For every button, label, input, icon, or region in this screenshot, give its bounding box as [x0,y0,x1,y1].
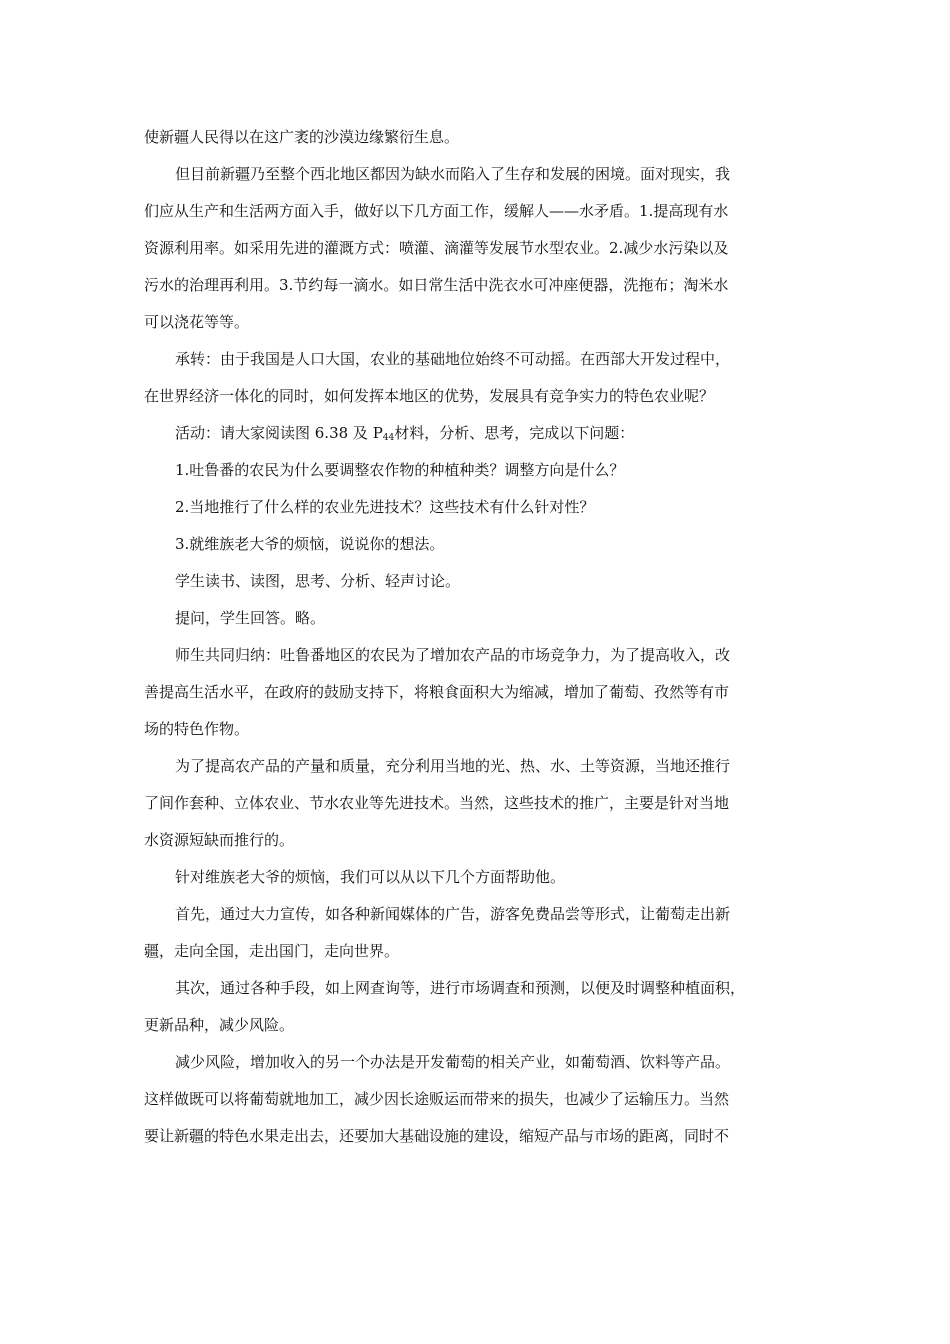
text-line: 场的特色作物。 [144,720,250,738]
text-line: 善提高生活水平，在政府的鼓励支持下，将粮食面积大为缩减，增加了葡萄、孜然等有市 [144,683,730,701]
text-line: 了间作套种、立体农业、节水农业等先进技术。当然，这些技术的推广，主要是针对当地 [144,794,730,812]
paragraph-start-line: 承转：由于我国是人口大国，农业的基础地位始终不可动摇。在西部大开发过程中， [175,350,731,368]
activity-text-after: 材料，分析、思考，完成以下问题： [394,424,635,442]
page-subscript: 44 [382,433,395,443]
paragraph-start-line: 首先，通过大力宣传，如各种新闻媒体的广告，游客免费品尝等形式，让葡萄走出新 [175,905,731,923]
paragraph-start-line: 针对维族老大爷的烦恼，我们可以从以下几个方面帮助他。 [175,868,566,886]
text-line: 可以浇花等等。 [144,313,250,331]
text-line: 疆，走向全国，走出国门，走向世界。 [144,942,400,960]
text-line: 使新疆人民得以在这广袤的沙漠边缘繁衍生息。 [144,128,460,146]
paragraph-start-line: 为了提高农产品的产量和质量，充分利用当地的光、热、水、土等资源，当地还推行 [175,757,731,775]
paragraph-start-line: 其次，通过各种手段，如上网查询等，进行市场调查和预测，以便及时调整种植面积， [175,979,746,997]
question-3: 3.就维族老大爷的烦恼，说说你的想法。 [175,535,445,553]
text-line: 水资源短缺而推行的。 [144,831,295,849]
text-line: 这样做既可以将葡萄就地加工，减少因长途贩运而带来的损失，也减少了运输压力。当然 [144,1090,730,1108]
text-line: 资源利用率。如采用先进的灌溉方式：喷灌、滴灌等发展节水型农业。2.减少水污染以及 [144,239,729,257]
paragraph-start-line: 学生读书、读图，思考、分析、轻声讨论。 [175,572,461,590]
document-page [144,119,810,1155]
paragraph-start-line: 但目前新疆乃至整个西北地区都因为缺水而陷入了生存和发展的困境。面对现实，我 [175,165,731,183]
activity-line [144,415,810,452]
text-line: 污水的治理再利用。3.节约每一滴水。如日常生活中洗衣水可冲座便器，洗拖布；淘米水 [144,276,729,294]
paragraph-start-line: 师生共同归纳：吐鲁番地区的农民为了增加农产品的市场竞争力，为了提高收入，改 [175,646,731,664]
text-line: 要让新疆的特色水果走出去，还要加大基础设施的建设，缩短产品与市场的距离，同时不 [144,1127,730,1145]
text-line: 更新品种，减少风险。 [144,1016,295,1034]
text-line: 们应从生产和生活两方面入手，做好以下几方面工作，缓解人——水矛盾。1.提高现有水 [144,202,729,220]
paragraph-start-line: 提问，学生回答。略。 [175,609,326,627]
question-1: 1.吐鲁番的农民为什么要调整农作物的种植种类？调整方向是什么？ [175,461,625,479]
paragraph-start-line: 减少风险，增加收入的另一个办法是开发葡萄的相关产业，如葡萄酒、饮料等产品。 [175,1053,731,1071]
question-2: 2.当地推行了什么样的农业先进技术？这些技术有什么针对性？ [175,498,595,516]
activity-text-before: 活动：请大家阅读图 6.38 及 P [175,424,383,442]
text-line: 在世界经济一体化的同时，如何发挥本地区的优势，发展具有竞争实力的特色农业呢？ [144,387,715,405]
